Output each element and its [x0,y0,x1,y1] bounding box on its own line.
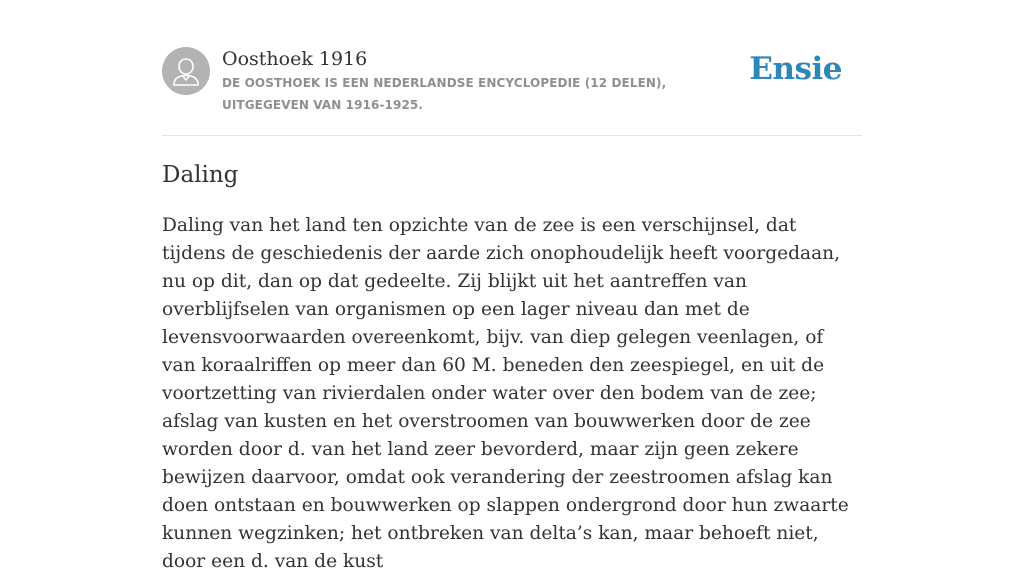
avatar[interactable] [162,47,210,95]
source-header [162,47,862,117]
source-title[interactable]: Oosthoek 1916 [222,48,368,70]
article-title: Daling [162,162,239,188]
site-logo[interactable]: Ensie [749,51,842,87]
divider [162,135,862,136]
article-body: Daling van het land ten opzichte van de zee is een verschijnsel, dat tijdens de geschiedenis der aarde zich onophoudelijk heeft voorgedaan, nu op dit, dan op dat gedeelte. Zij blijkt uit het aantreffen van overblijfselen van organismen op een lager niveau dan met de levensvoorwaarden overeenkomt, bijv. van diep gelegen veenlagen, of van koraalriffen op meer dan 60 M. beneden den zeespiegel, en uit de voortzetting van rivierdalen onder water over den bodem van de zee; afslag van kusten en het overstroomen van bouwwerken door de zee worden door d. van het land zeer bevorderd, maar zijn geen zekere bewijzen daarvoor, omdat ook verandering der zeestroomen afslag kan doen ontstaan en bouwwerken op slappen ondergrond door hun zwaarte kunnen wegzinken; het ontbreken van delta’s kan, maar behoeft niet, door een d. van de kust [162,215,849,572]
user-icon [162,47,210,95]
source-description: DE OOSTHOEK IS EEN NEDERLANDSE ENCYCLOPEDIE (12 DELEN), UITGEGEVEN VAN 1916-1925. [222,76,667,112]
